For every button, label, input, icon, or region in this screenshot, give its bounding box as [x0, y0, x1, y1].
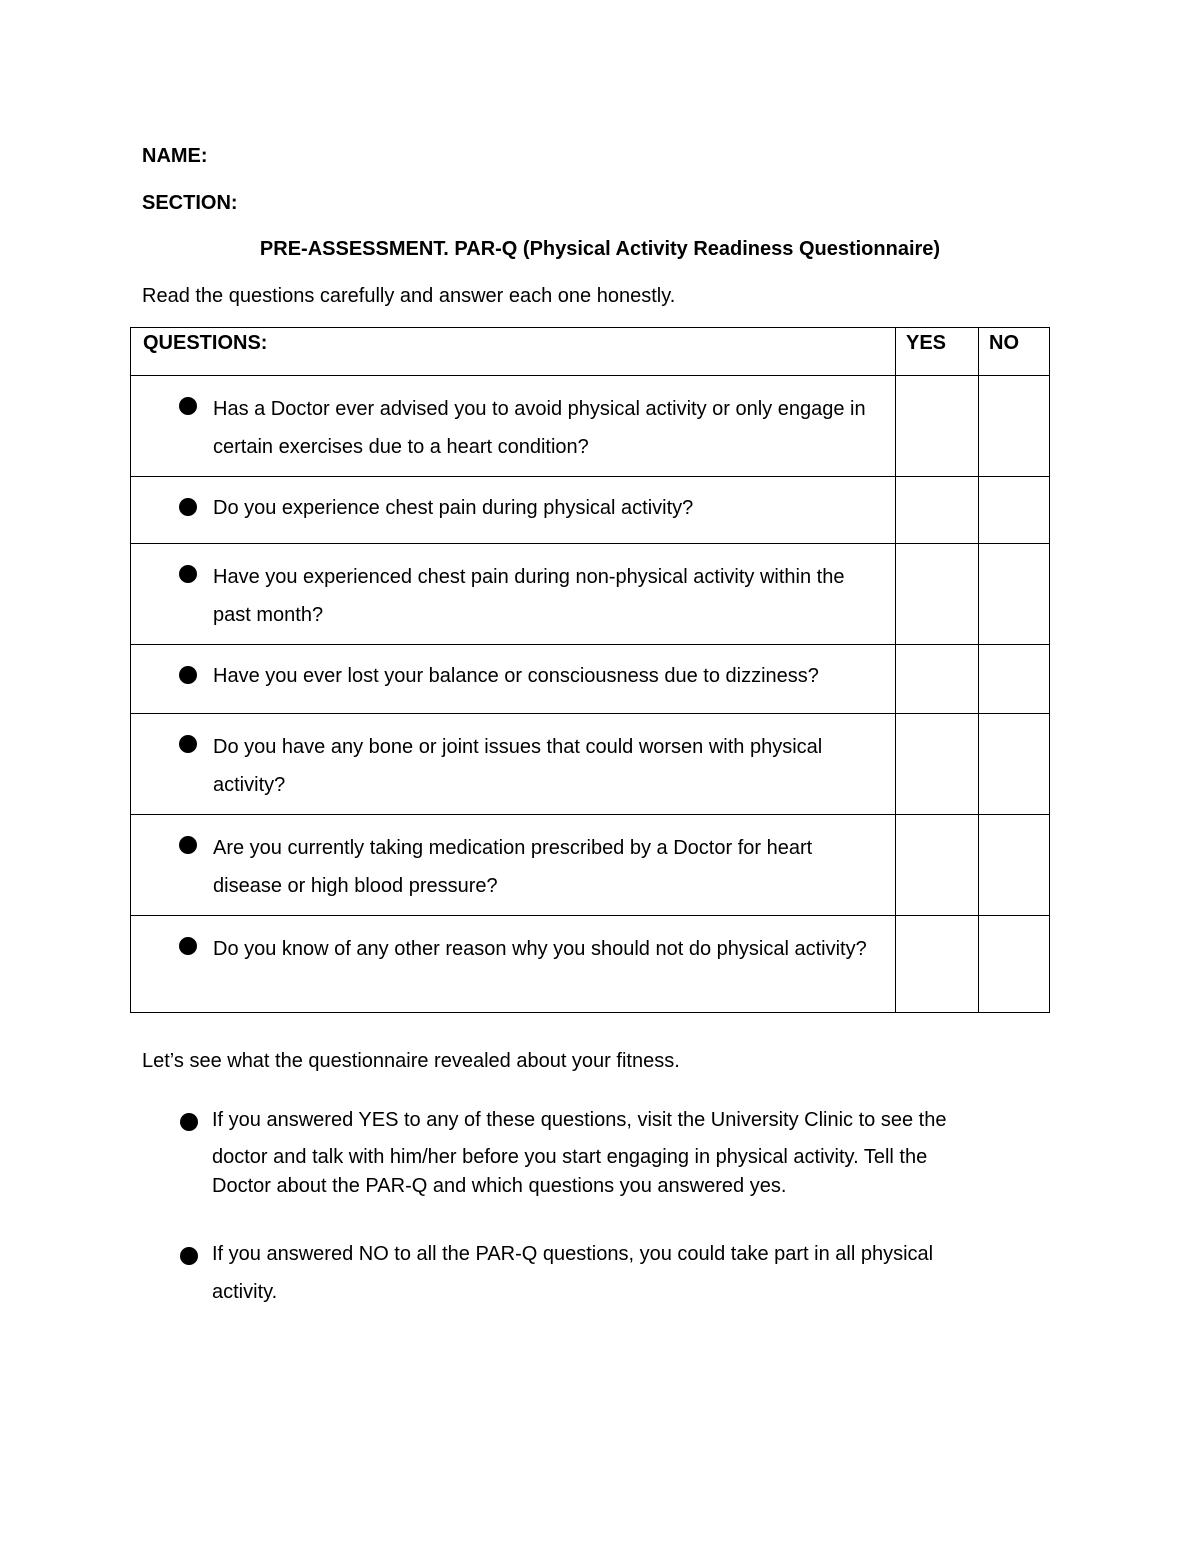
yes-answer-cell[interactable]: [896, 916, 979, 1013]
name-label: NAME:: [142, 145, 208, 167]
result-no-line-2: activity.: [212, 1281, 278, 1303]
question-text: Do you have any bone or joint issues that could worsen with physical activity?: [213, 736, 823, 796]
yes-header: YES: [896, 328, 979, 376]
result-yes-line-3: Doctor about the PAR-Q and which questions you answered yes.: [212, 1175, 787, 1197]
question-cell: [131, 544, 896, 645]
no-answer-cell[interactable]: [979, 815, 1050, 916]
table-row: [131, 645, 1050, 714]
bullet-icon: [179, 836, 197, 854]
question-text: Do you experience chest pain during physical activity?: [213, 497, 694, 519]
question-text: Are you currently taking medication prescribed by a Doctor for heart disease or high blood pressure?: [213, 837, 813, 897]
table-row: [131, 916, 1050, 1013]
bullet-icon: [179, 397, 197, 415]
bullet-icon: [180, 1113, 198, 1131]
no-answer-cell[interactable]: [979, 376, 1050, 477]
bullet-icon: [179, 498, 197, 516]
no-answer-cell[interactable]: [979, 477, 1050, 544]
table-row: [131, 815, 1050, 916]
yes-answer-cell[interactable]: [896, 815, 979, 916]
question-cell: [131, 815, 896, 916]
section-label: SECTION:: [142, 192, 238, 214]
bullet-icon: [179, 565, 197, 583]
result-yes-line-2: doctor and talk with him/her before you start engaging in physical activity. Tell the: [212, 1146, 928, 1168]
bullet-icon: [179, 937, 197, 955]
question-cell: [131, 714, 896, 815]
question-cell: [131, 477, 896, 544]
bullet-icon: [179, 666, 197, 684]
questions-header: QUESTIONS:: [131, 328, 896, 376]
bullet-icon: [180, 1247, 198, 1265]
no-header: NO: [979, 328, 1050, 376]
table-row: [131, 477, 1050, 544]
no-answer-cell[interactable]: [979, 645, 1050, 714]
yes-answer-cell[interactable]: [896, 645, 979, 714]
table-row: [131, 376, 1050, 477]
questionnaire-table: [130, 327, 1050, 1013]
question-text: Has a Doctor ever advised you to avoid physical activity or only engage in certain exercises due to a heart condition?: [213, 398, 866, 458]
no-answer-cell[interactable]: [979, 714, 1050, 815]
question-text: Have you ever lost your balance or consciousness due to dizziness?: [213, 665, 819, 687]
no-answer-cell[interactable]: [979, 916, 1050, 1013]
result-yes-line-1: If you answered YES to any of these questions, visit the University Clinic to see the: [212, 1109, 947, 1131]
question-cell: [131, 916, 896, 1013]
question-cell: [131, 376, 896, 477]
yes-answer-cell[interactable]: [896, 477, 979, 544]
results-intro: Let’s see what the questionnaire revealed about your fitness.: [142, 1050, 680, 1072]
page-title: PRE-ASSESSMENT. PAR-Q (Physical Activity Readiness Questionnaire): [259, 238, 941, 260]
table-row: [131, 714, 1050, 815]
question-text: Have you experienced chest pain during non-physical activity within the past month?: [213, 566, 845, 626]
table-row: [131, 544, 1050, 645]
table-header-row: [131, 328, 1050, 376]
instructions-text: Read the questions carefully and answer each one honestly.: [142, 285, 676, 307]
yes-answer-cell[interactable]: [896, 376, 979, 477]
yes-answer-cell[interactable]: [896, 544, 979, 645]
no-answer-cell[interactable]: [979, 544, 1050, 645]
question-text: Do you know of any other reason why you should not do physical activity?: [213, 938, 867, 960]
bullet-icon: [179, 735, 197, 753]
question-cell: [131, 645, 896, 714]
yes-answer-cell[interactable]: [896, 714, 979, 815]
result-no-line-1: If you answered NO to all the PAR-Q questions, you could take part in all physical: [212, 1243, 934, 1265]
